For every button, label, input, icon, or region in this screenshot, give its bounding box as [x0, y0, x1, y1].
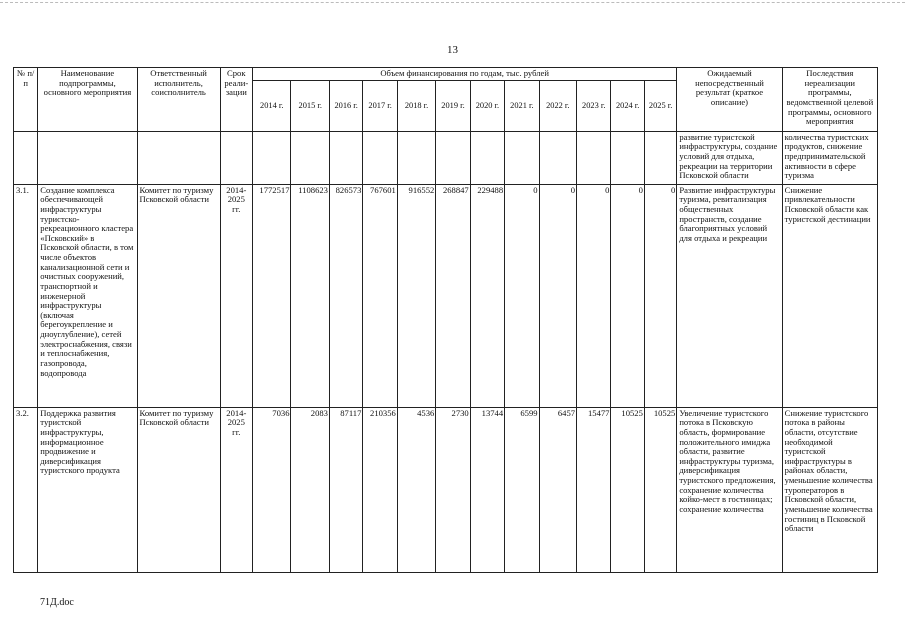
row-value: 1108623 — [291, 184, 329, 407]
row-name: Поддержка развития туристской инфраструктуры, информационное продвижение и диверсификация туристского продукта — [38, 407, 137, 572]
year-header: 2016 г. — [329, 80, 362, 131]
row-responsible: Комитет по туризму Псковской области — [137, 184, 220, 407]
row-num: 3.2. — [14, 407, 38, 572]
row-value: 0 — [539, 184, 576, 407]
col-num-header: № п/п — [14, 68, 38, 132]
row-term: 2014-2025 гг. — [220, 407, 252, 572]
row-value: 7036 — [253, 407, 291, 572]
row-value: 10525 — [644, 407, 676, 572]
col-term-header: Срок реали-зации — [220, 68, 252, 132]
col-result-header: Ожидаемый непосредственный результат (краткое описание) — [677, 68, 782, 132]
year-header: 2014 г. — [253, 80, 291, 131]
row-value: 1772517 — [253, 184, 291, 407]
row-name: Создание комплекса обеспечивающей инфраструктуры туристско-рекреационного кластера «Псковский» в Псковской области, в том числе объектов канализационной сети и очистных сооружений, транспортной и инженерной инфраструктуры (включая берегоукрепление и дноуглубление), сетей электроснабжения, связи и теплоснабжения, газопровода, водопровода — [38, 184, 137, 407]
page-number: 13 — [447, 44, 458, 56]
row-value: 268847 — [436, 184, 470, 407]
row-value: 2730 — [436, 407, 470, 572]
header-row-1 — [14, 68, 878, 81]
col-consequences-header: Последствия нереализации программы, ведомственной целевой программы, основного мероприятия — [782, 68, 877, 132]
row-term: 2014-2025 гг. — [220, 184, 252, 407]
row-value: 0 — [644, 184, 676, 407]
col-name-header: Наименование подпрограммы, основного мероприятия — [38, 68, 137, 132]
continuation-result: развитие туристской инфраструктуры, создание условий для отдыха, рекреации на территории Псковской области — [677, 131, 782, 184]
row-value: 210356 — [363, 407, 397, 572]
row-value: 6599 — [505, 407, 539, 572]
row-result: Увеличение туристского потока в Псковскую область, формирование положительного имиджа области, развитие инфраструктуры туризма, диверсификация туристского предложения, сохранение количества койко-мест в гостиницах; сохранение количества — [677, 407, 782, 572]
table-row — [14, 407, 878, 572]
year-header: 2015 г. — [291, 80, 329, 131]
continuation-consequences: количества туристских продуктов, снижение предпринимательской активности в сфере туризма — [782, 131, 877, 184]
row-value: 0 — [505, 184, 539, 407]
year-header: 2024 г. — [611, 80, 644, 131]
row-value: 826573 — [329, 184, 362, 407]
year-header: 2020 г. — [470, 80, 504, 131]
row-num: 3.1. — [14, 184, 38, 407]
row-value: 2083 — [291, 407, 329, 572]
row-value: 13744 — [470, 407, 504, 572]
year-header: 2019 г. — [436, 80, 470, 131]
year-header: 2017 г. — [363, 80, 397, 131]
footer-filename: 71Д.doc — [40, 597, 74, 608]
row-consequences: Снижение привлекательности Псковской области как туристской дестинации — [782, 184, 877, 407]
year-header: 2021 г. — [505, 80, 539, 131]
funding-header: Объем финансирования по годам, тыс. рублей — [253, 68, 677, 81]
year-header: 2022 г. — [539, 80, 576, 131]
row-consequences: Снижение туристского потока в районы области, отсутствие необходимой туристской инфраструктуры в районах области, уменьшение количества туроператоров в Псковской области, уменьшение количества гостиниц в Псковской области — [782, 407, 877, 572]
row-value: 87117 — [329, 407, 362, 572]
row-value: 0 — [611, 184, 644, 407]
program-table — [13, 67, 878, 573]
row-value: 0 — [577, 184, 611, 407]
row-value: 767601 — [363, 184, 397, 407]
row-responsible: Комитет по туризму Псковской области — [137, 407, 220, 572]
row-value: 916552 — [397, 184, 435, 407]
row-value: 6457 — [539, 407, 576, 572]
row-value: 15477 — [577, 407, 611, 572]
row-result: Развитие инфраструктуры туризма, ревитализация общественных пространств, создание благоприятных условий для отдыха и рекреации — [677, 184, 782, 407]
row-value: 10525 — [611, 407, 644, 572]
table-row — [14, 184, 878, 407]
continuation-row — [14, 131, 878, 184]
year-header: 2018 г. — [397, 80, 435, 131]
row-value: 4536 — [397, 407, 435, 572]
year-header: 2025 г. — [644, 80, 676, 131]
col-responsible-header: Ответственный исполнитель, соисполнитель — [137, 68, 220, 132]
scan-edge — [0, 2, 905, 3]
row-value: 229488 — [470, 184, 504, 407]
year-header: 2023 г. — [577, 80, 611, 131]
